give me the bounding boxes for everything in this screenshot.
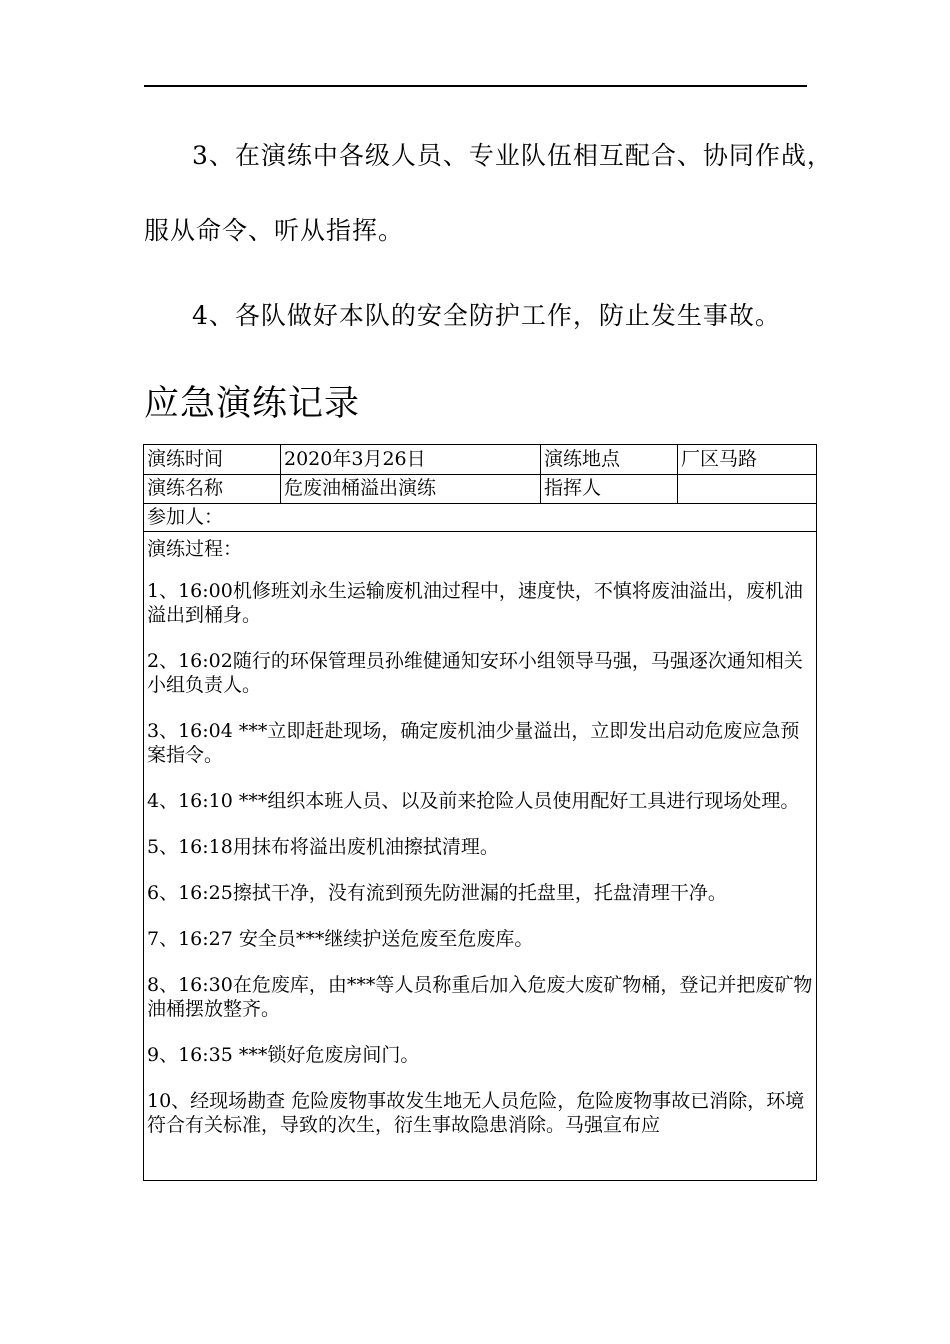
process-step: 3、16:04 ***立即赶赴现场，确定废机油少量溢出，立即发出启动危废应急预案指令。 bbox=[147, 720, 800, 766]
paragraph-4: 4、各队做好本队的安全防护工作，防止发生事故。 bbox=[192, 301, 781, 330]
process-step: 9、16:35 ***锁好危废房间门。 bbox=[147, 1044, 420, 1066]
section-title: 应急演练记录 bbox=[144, 384, 361, 424]
process-step: 1、16:00机修班刘永生运输废机油过程中，速度快，不慎将废油溢出，废机油溢出到桶身。 bbox=[147, 580, 803, 626]
table-row bbox=[144, 445, 816, 475]
time-label: 演练时间 bbox=[144, 445, 281, 474]
participants-label: 参加人： bbox=[147, 506, 224, 528]
table-row bbox=[144, 503, 816, 532]
header-rule bbox=[144, 85, 807, 87]
process-step: 5、16:18用抹布将溢出废机油擦拭清理。 bbox=[147, 836, 499, 858]
process-step: 8、16:30在危废库，由***等人员称重后加入危废大废矿物桶，登记并把废矿物油桶摆放整齐。 bbox=[147, 974, 813, 1020]
process-step: 2、16:02随行的环保管理员孙维健通知安环小组领导马强，马强逐次通知相关小组负责人。 bbox=[147, 650, 803, 696]
location-label: 演练地点 bbox=[541, 445, 678, 474]
process-step: 7、16:27 安全员***继续护送危废至危废库。 bbox=[147, 928, 534, 950]
process-label: 演练过程： bbox=[147, 538, 243, 560]
commander-value bbox=[678, 474, 817, 503]
commander-label: 指挥人 bbox=[541, 474, 678, 503]
process-step: 6、16:25擦拭干净，没有流到预先防泄漏的托盘里，托盘清理干净。 bbox=[147, 882, 727, 904]
drill-name-label: 演练名称 bbox=[144, 474, 281, 503]
process-section bbox=[147, 532, 815, 1159]
paragraph-3: 3、在演练中各级人员、专业队伍相互配合、协同作战， bbox=[192, 141, 833, 170]
drill-name-value: 危废油桶溢出演练 bbox=[281, 474, 541, 503]
location-value: 厂区马路 bbox=[681, 448, 758, 470]
time-value: 2020年3月26日 bbox=[281, 445, 541, 474]
process-step: 10、经现场勘查 危险废物事故发生地无人员危险，危险废物事故已消除，环境符合有关标准，导致的次生，衍生事故隐患消除。马强宣布应 bbox=[147, 1090, 805, 1136]
drill-record-table bbox=[143, 444, 817, 1181]
process-step: 4、16:10 ***组织本班人员、以及前来抢险人员使用配好工具进行现场处理。 bbox=[147, 790, 800, 812]
paragraph-3-continued: 服从命令、听从指挥。 bbox=[144, 216, 405, 245]
table-row bbox=[144, 474, 816, 504]
